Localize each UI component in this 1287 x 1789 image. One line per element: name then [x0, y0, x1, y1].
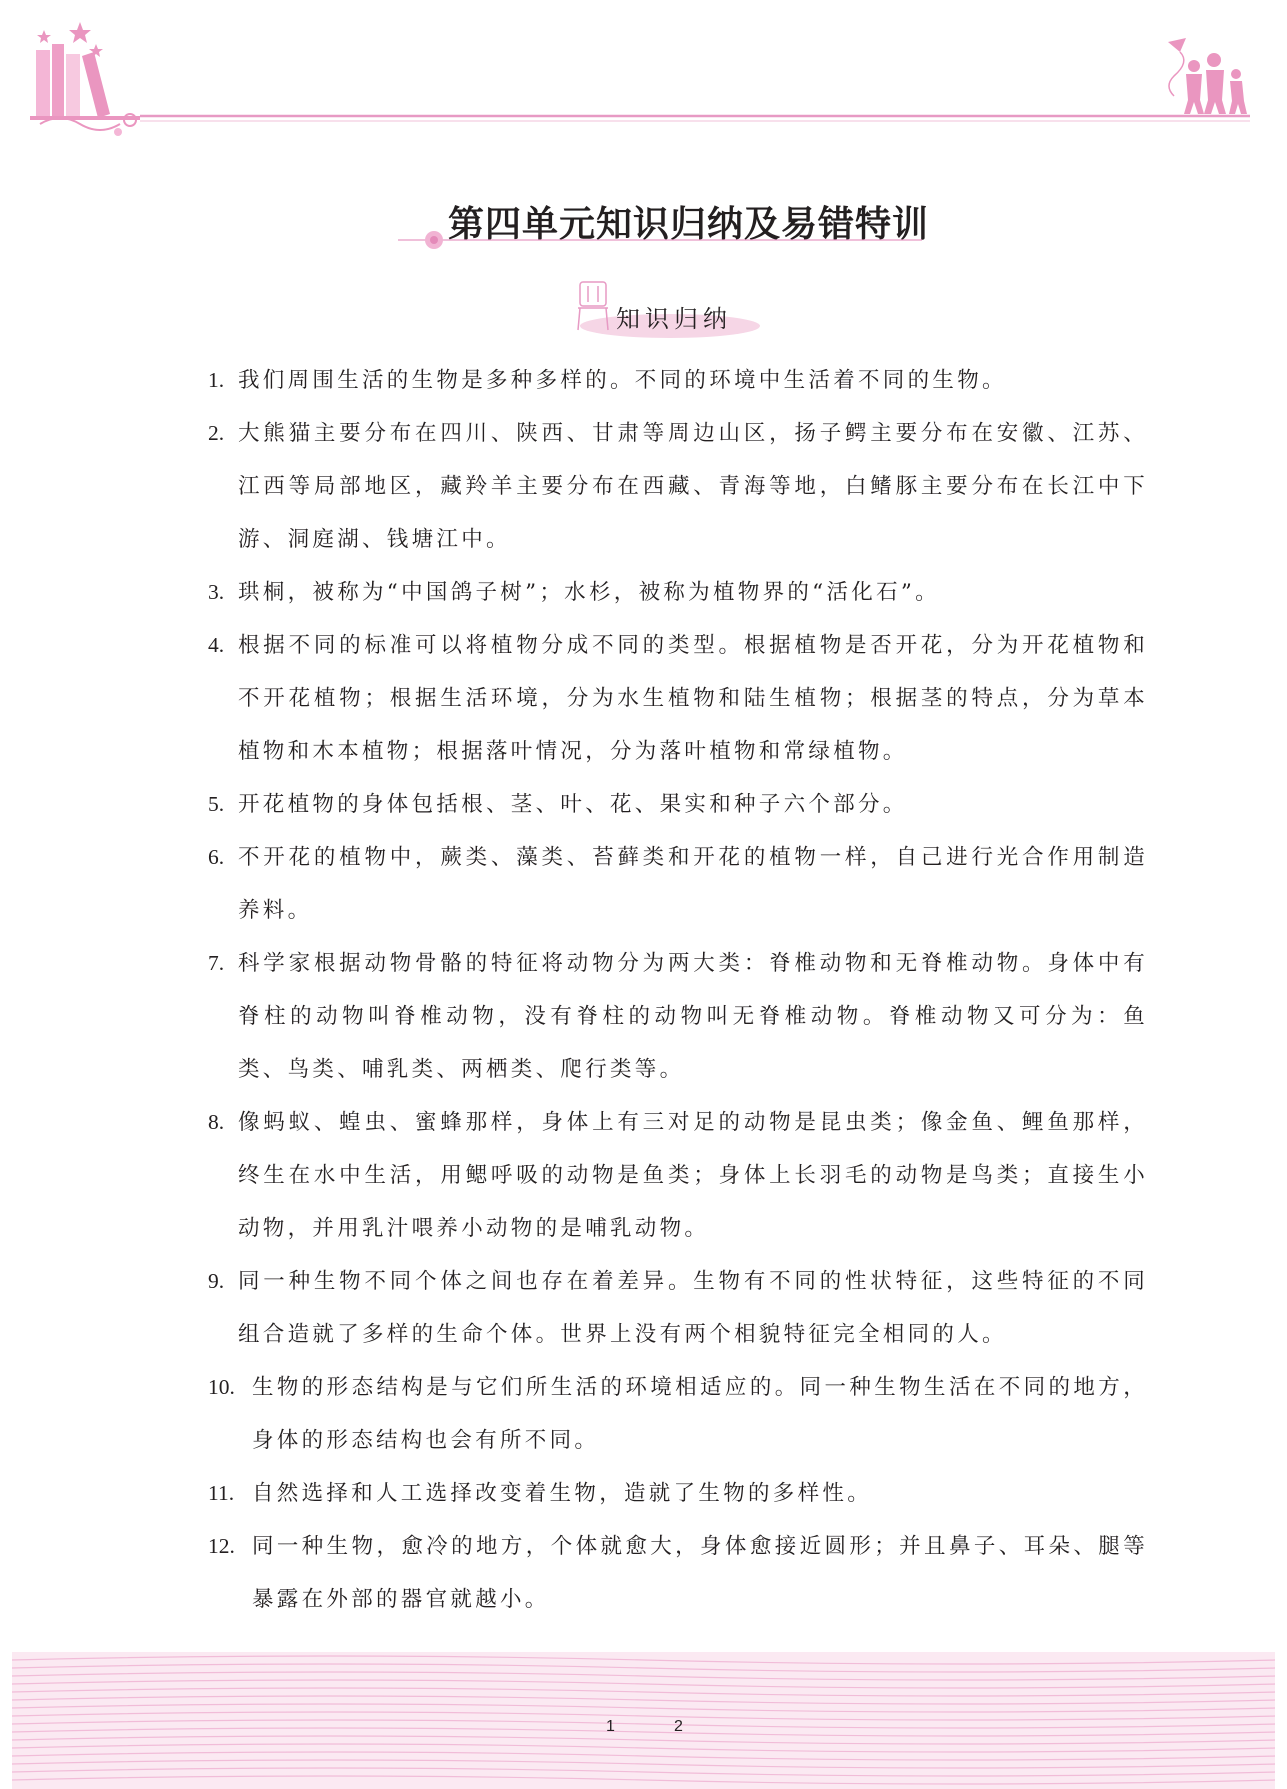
item-number: 2. [208, 421, 225, 445]
item-text: 开花植物的身体包括根、茎、叶、花、果实和种子六个部分。 [238, 792, 908, 817]
item-text: 像蚂蚁、蝗虫、蜜蜂那样，身体上有三对足的动物是昆虫类；像金鱼、鲤鱼那样，终生在水中生活，用鳃呼吸的动物是鱼类；身体上长羽毛的动物是鸟类；直接生小动物，并用乳汁喂养小动物的是哺乳动物。 [238, 1110, 1148, 1241]
list-item [208, 619, 1148, 778]
item-number: 9. [208, 1269, 225, 1293]
list-item [208, 566, 1148, 619]
item-text: 不开花的植物中，蕨类、藻类、苔藓类和开花的植物一样，自己进行光合作用制造养料。 [238, 845, 1148, 923]
item-number: 8. [208, 1110, 225, 1134]
item-number: 10. [208, 1375, 235, 1399]
list-item [208, 1520, 1148, 1626]
item-text: 我们周围生活的生物是多种多样的。不同的环境中生活着不同的生物。 [238, 368, 1007, 393]
item-text: 科学家根据动物骨骼的特征将动物分为两大类：脊椎动物和无脊椎动物。身体中有脊柱的动物叫脊椎动物，没有脊柱的动物叫无脊椎动物。脊椎动物又可分为：鱼类、鸟类、哺乳类、两栖类、爬行类等。 [238, 951, 1148, 1082]
item-number: 7. [208, 951, 225, 975]
header-decoration [0, 0, 1287, 150]
item-number: 3. [208, 580, 225, 604]
item-text: 珙桐，被称为“中国鸽子树”；水杉，被称为植物界的“活化石”。 [238, 580, 940, 605]
children-silhouette-icon [1184, 53, 1247, 114]
list-item [208, 1096, 1148, 1255]
title-underline [0, 228, 1287, 252]
item-number: 6. [208, 845, 225, 869]
page-number: 2 [674, 1718, 683, 1735]
list-item [208, 778, 1148, 831]
item-number: 1. [208, 368, 225, 392]
books-icon [30, 44, 140, 136]
page-title: 第四单元知识归纳及易错特训 [447, 203, 929, 245]
section-title: 知识归纳 [616, 305, 732, 333]
item-text: 大熊猫主要分布在四川、陕西、甘肃等周边山区，扬子鳄主要分布在安徽、江苏、江西等局部地区，藏羚羊主要分布在西藏、青海等地，白鳍豚主要分布在长江中下游、洞庭湖、钱塘江中。 [238, 421, 1148, 552]
item-text: 同一种生物不同个体之间也存在着差异。生物有不同的性状特征，这些特征的不同组合造就了多样的生命个体。世界上没有两个相貌特征完全相同的人。 [238, 1269, 1148, 1347]
item-text: 生物的形态结构是与它们所生活的环境相适应的。同一种生物生活在不同的地方，身体的形态结构也会有所不同。 [252, 1375, 1148, 1453]
item-text: 自然选择和人工选择改变着生物，造就了生物的多样性。 [252, 1481, 873, 1506]
footer-wave-band [12, 1652, 1275, 1789]
item-number: 11. [208, 1481, 235, 1505]
list-item [208, 354, 1148, 407]
list-item [208, 831, 1148, 937]
item-number: 5. [208, 792, 225, 816]
list-item [208, 937, 1148, 1096]
item-text: 根据不同的标准可以将植物分成不同的类型。根据植物是否开花，分为开花植物和不开花植物；根据生活环境，分为水生植物和陆生植物；根据茎的特点，分为草本植物和木本植物；根据落叶情况，分为落叶植物和常绿植物。 [238, 633, 1148, 764]
list-item [208, 1467, 1148, 1520]
kite-icon [1168, 38, 1186, 96]
list-item [208, 407, 1148, 566]
knowledge-list [208, 354, 1148, 1626]
list-item [208, 1255, 1148, 1361]
item-text: 同一种生物，愈冷的地方，个体就愈大，身体愈接近圆形；并且鼻子、耳朵、腿等暴露在外部的器官就越小。 [252, 1534, 1148, 1612]
list-item [208, 1361, 1148, 1467]
item-number: 4. [208, 633, 225, 657]
page-number: 1 [606, 1718, 615, 1735]
item-number: 12. [208, 1534, 235, 1558]
